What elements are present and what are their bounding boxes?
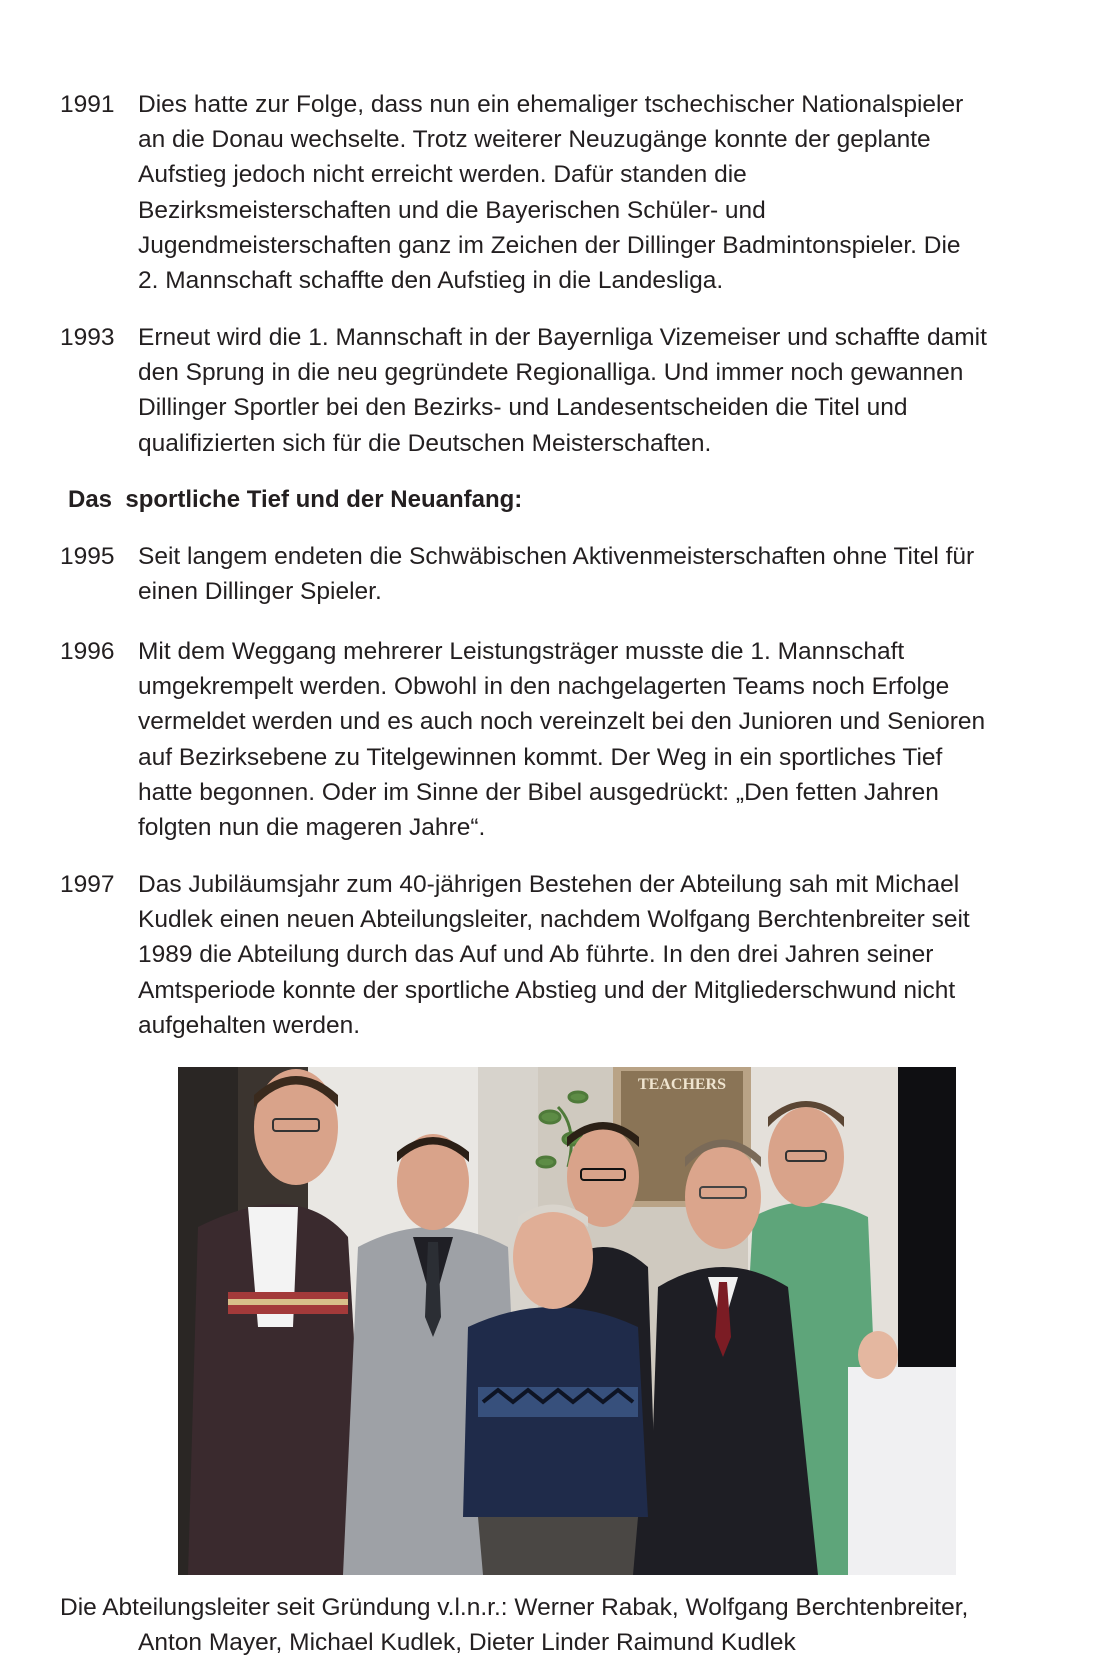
child-right bbox=[848, 1331, 956, 1575]
entry-line: den Sprung in die neu gegründete Regionalliga. Und immer noch gewannen bbox=[138, 359, 964, 387]
entry-line: Aufstieg jedoch nicht erreicht werden. Dafür standen die bbox=[138, 161, 747, 189]
photo-caption bbox=[60, 1590, 1070, 1660]
group-photo-illustration bbox=[178, 1067, 956, 1575]
entry-line: an die Donau wechselte. Trotz weiterer Neuzugänge konnte der geplante bbox=[138, 126, 931, 154]
entry-line: qualifizierten sich für die Deutschen Meisterschaften. bbox=[138, 429, 712, 457]
entry-line: Dillinger Sportler bei den Bezirks- und Landesentscheiden die Titel und bbox=[138, 394, 908, 422]
entry-year: 1991 bbox=[60, 91, 115, 118]
poster-text: TEACHERS bbox=[637, 1076, 727, 1093]
entry-year: 1997 bbox=[60, 871, 115, 898]
entry-line: 1989 die Abteilung durch das Auf und Ab führte. In den drei Jahren seiner bbox=[138, 941, 934, 969]
section-heading: Das sportliche Tief und der Neuanfang: bbox=[68, 486, 523, 513]
entry-line: hatte begonnen. Oder im Sinne der Bibel ausgedrückt: „Den fetten Jahren bbox=[138, 778, 939, 806]
chronicle-entry-1991 bbox=[60, 87, 1070, 298]
entry-line: Dies hatte zur Folge, dass nun ein ehemaliger tschechischer Nationalspieler bbox=[138, 91, 964, 118]
entry-line: Kudlek einen neuen Abteilungsleiter, nachdem Wolfgang Berchtenbreiter seit bbox=[138, 906, 970, 934]
entry-year: 1996 bbox=[60, 638, 115, 665]
entry-text bbox=[138, 87, 1070, 298]
entry-line: 2. Mannschaft schaffte den Aufstieg in die Landesliga. bbox=[138, 267, 724, 295]
entry-line: aufgehalten werden. bbox=[138, 1011, 361, 1039]
entry-line: einen Dillinger Spieler. bbox=[138, 578, 382, 606]
entry-text bbox=[138, 320, 1070, 461]
entry-line: Jugendmeisterschaften ganz im Zeichen der Dillinger Badmintonspieler. Die bbox=[138, 231, 961, 259]
entry-line: auf Bezirksebene zu Titelgewinnen kommt. Der Weg in ein sportliches Tief bbox=[138, 743, 943, 771]
chronicle-entry-1995 bbox=[60, 539, 1070, 609]
entry-text bbox=[138, 634, 1070, 845]
chronicle-entry-1996 bbox=[60, 634, 1070, 845]
entry-line: Amtsperiode konnte der sportliche Abstieg und der Mitgliederschwund nicht bbox=[138, 976, 956, 1004]
entry-line: Das Jubiläumsjahr zum 40-jährigen Bestehen der Abteilung sah mit Michael bbox=[138, 871, 960, 898]
caption-line: Die Abteilungsleiter seit Gründung v.l.n.r.: Werner Rabak, Wolfgang Berchtenbreiter, bbox=[60, 1594, 969, 1621]
entry-text bbox=[138, 539, 1070, 609]
entry-year: 1995 bbox=[60, 543, 115, 570]
entry-line: umgekrempelt werden. Obwohl in den nachgelagerten Teams noch Erfolge bbox=[138, 673, 950, 701]
entry-line: Seit langem endeten die Schwäbischen Aktivenmeisterschaften ohne Titel für bbox=[138, 543, 975, 570]
entry-line: folgten nun die mageren Jahre“. bbox=[138, 814, 486, 842]
entry-text bbox=[138, 867, 1070, 1043]
group-photo bbox=[178, 1067, 956, 1575]
entry-line: Erneut wird die 1. Mannschaft in der Bayernliga Vizemeiser und schaffte damit bbox=[138, 324, 987, 351]
entry-line: vermeldet werden und es auch noch vereinzelt bei den Junioren und Senioren bbox=[138, 708, 986, 736]
caption-line: Anton Mayer, Michael Kudlek, Dieter Linder Raimund Kudlek bbox=[138, 1629, 796, 1656]
entry-year: 1993 bbox=[60, 324, 115, 351]
chronicle-entry-1993 bbox=[60, 320, 1070, 461]
entry-line: Bezirksmeisterschaften und die Bayerischen Schüler- und bbox=[138, 196, 766, 224]
chronicle-entry-1997 bbox=[60, 867, 1070, 1043]
entry-line: Mit dem Weggang mehrerer Leistungsträger musste die 1. Mannschaft bbox=[138, 638, 905, 665]
